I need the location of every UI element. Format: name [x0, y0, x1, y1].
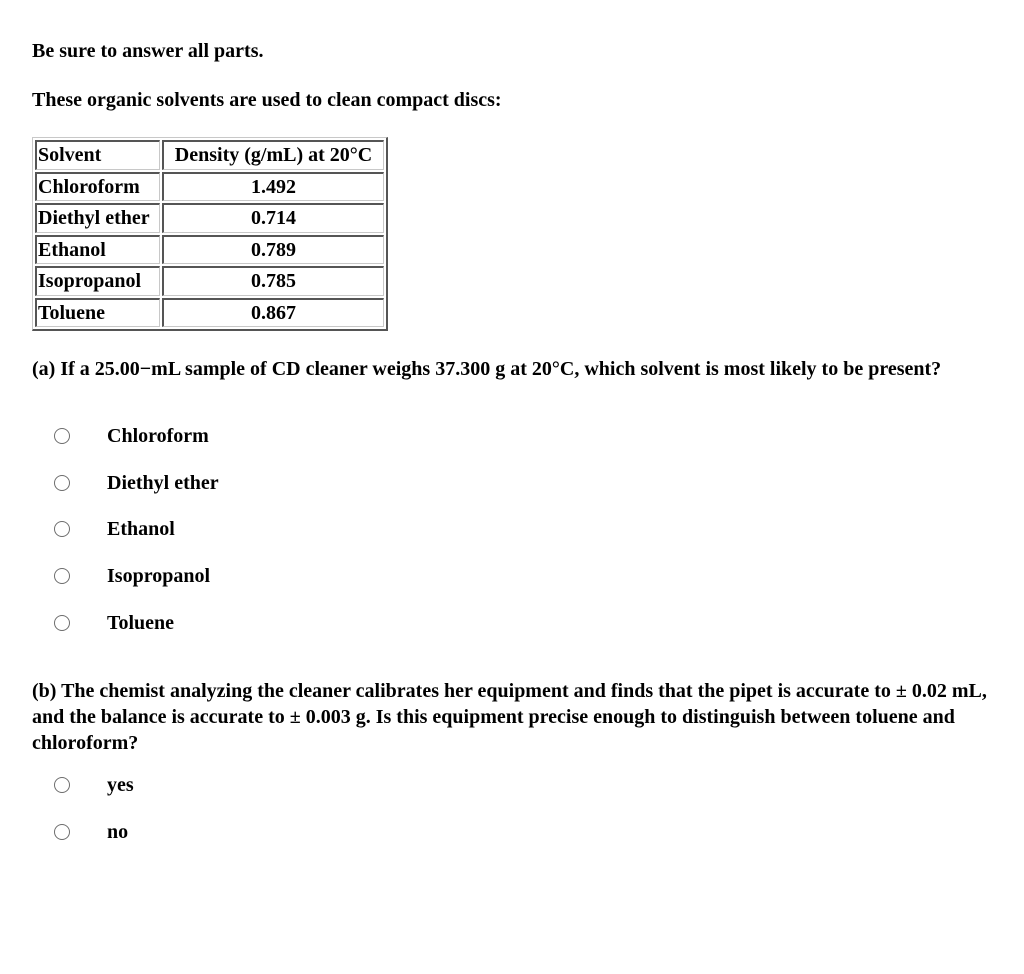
density-column-header: Density (g/mL) at 20°C	[162, 140, 384, 170]
radio-button[interactable]	[54, 615, 70, 631]
table-header-row	[35, 140, 384, 170]
solvent-column-header: Solvent	[35, 140, 160, 170]
radio-button[interactable]	[54, 824, 70, 840]
solvent-cell: Chloroform	[35, 172, 160, 202]
solvent-cell: Diethyl ether	[35, 203, 160, 233]
option-label[interactable]: yes	[107, 774, 134, 796]
table-row	[35, 203, 384, 233]
instruction-text: Be sure to answer all parts.	[32, 40, 264, 62]
option-label[interactable]: Diethyl ether	[107, 472, 219, 494]
density-cell: 0.867	[162, 298, 384, 328]
table-row	[35, 298, 384, 328]
option-label[interactable]: Toluene	[107, 612, 175, 634]
table-row	[35, 235, 384, 265]
option-a-ethanol[interactable]	[54, 517, 175, 541]
radio-button[interactable]	[54, 475, 70, 491]
option-label[interactable]: Isopropanol	[107, 565, 211, 587]
option-b-yes[interactable]	[54, 773, 134, 797]
solvent-cell: Toluene	[35, 298, 160, 328]
radio-button[interactable]	[54, 428, 70, 444]
option-label[interactable]: no	[107, 821, 129, 843]
density-cell: 0.789	[162, 235, 384, 265]
density-cell: 0.714	[162, 203, 384, 233]
intro-text: These organic solvents are used to clean compact discs:	[32, 89, 502, 111]
option-a-chloroform[interactable]	[54, 424, 209, 448]
question-b-text: (b) The chemist analyzing the cleaner calibrates her equipment and finds that the pipet is accurate to ± 0.02 mL, and the balance is accurate to ± 0.003 g. Is this equipment precise enough to distinguish between toluene and chloroform?	[32, 680, 987, 754]
density-cell: 0.785	[162, 266, 384, 296]
radio-button[interactable]	[54, 521, 70, 537]
radio-button[interactable]	[54, 777, 70, 793]
table-row	[35, 266, 384, 296]
option-a-diethyl-ether[interactable]	[54, 471, 219, 495]
solvent-cell: Isopropanol	[35, 266, 160, 296]
option-a-isopropanol[interactable]	[54, 564, 210, 588]
option-a-toluene[interactable]	[54, 611, 174, 635]
solvent-cell: Ethanol	[35, 235, 160, 265]
table-row	[35, 172, 384, 202]
option-label[interactable]: Ethanol	[107, 518, 175, 540]
density-cell: 1.492	[162, 172, 384, 202]
radio-button[interactable]	[54, 568, 70, 584]
question-a-text: (a) If a 25.00−mL sample of CD cleaner weighs 37.300 g at 20°C, which solvent is most likely to be present?	[32, 358, 942, 380]
solvent-density-table	[32, 137, 388, 331]
option-label[interactable]: Chloroform	[107, 425, 209, 447]
option-b-no[interactable]	[54, 820, 128, 844]
